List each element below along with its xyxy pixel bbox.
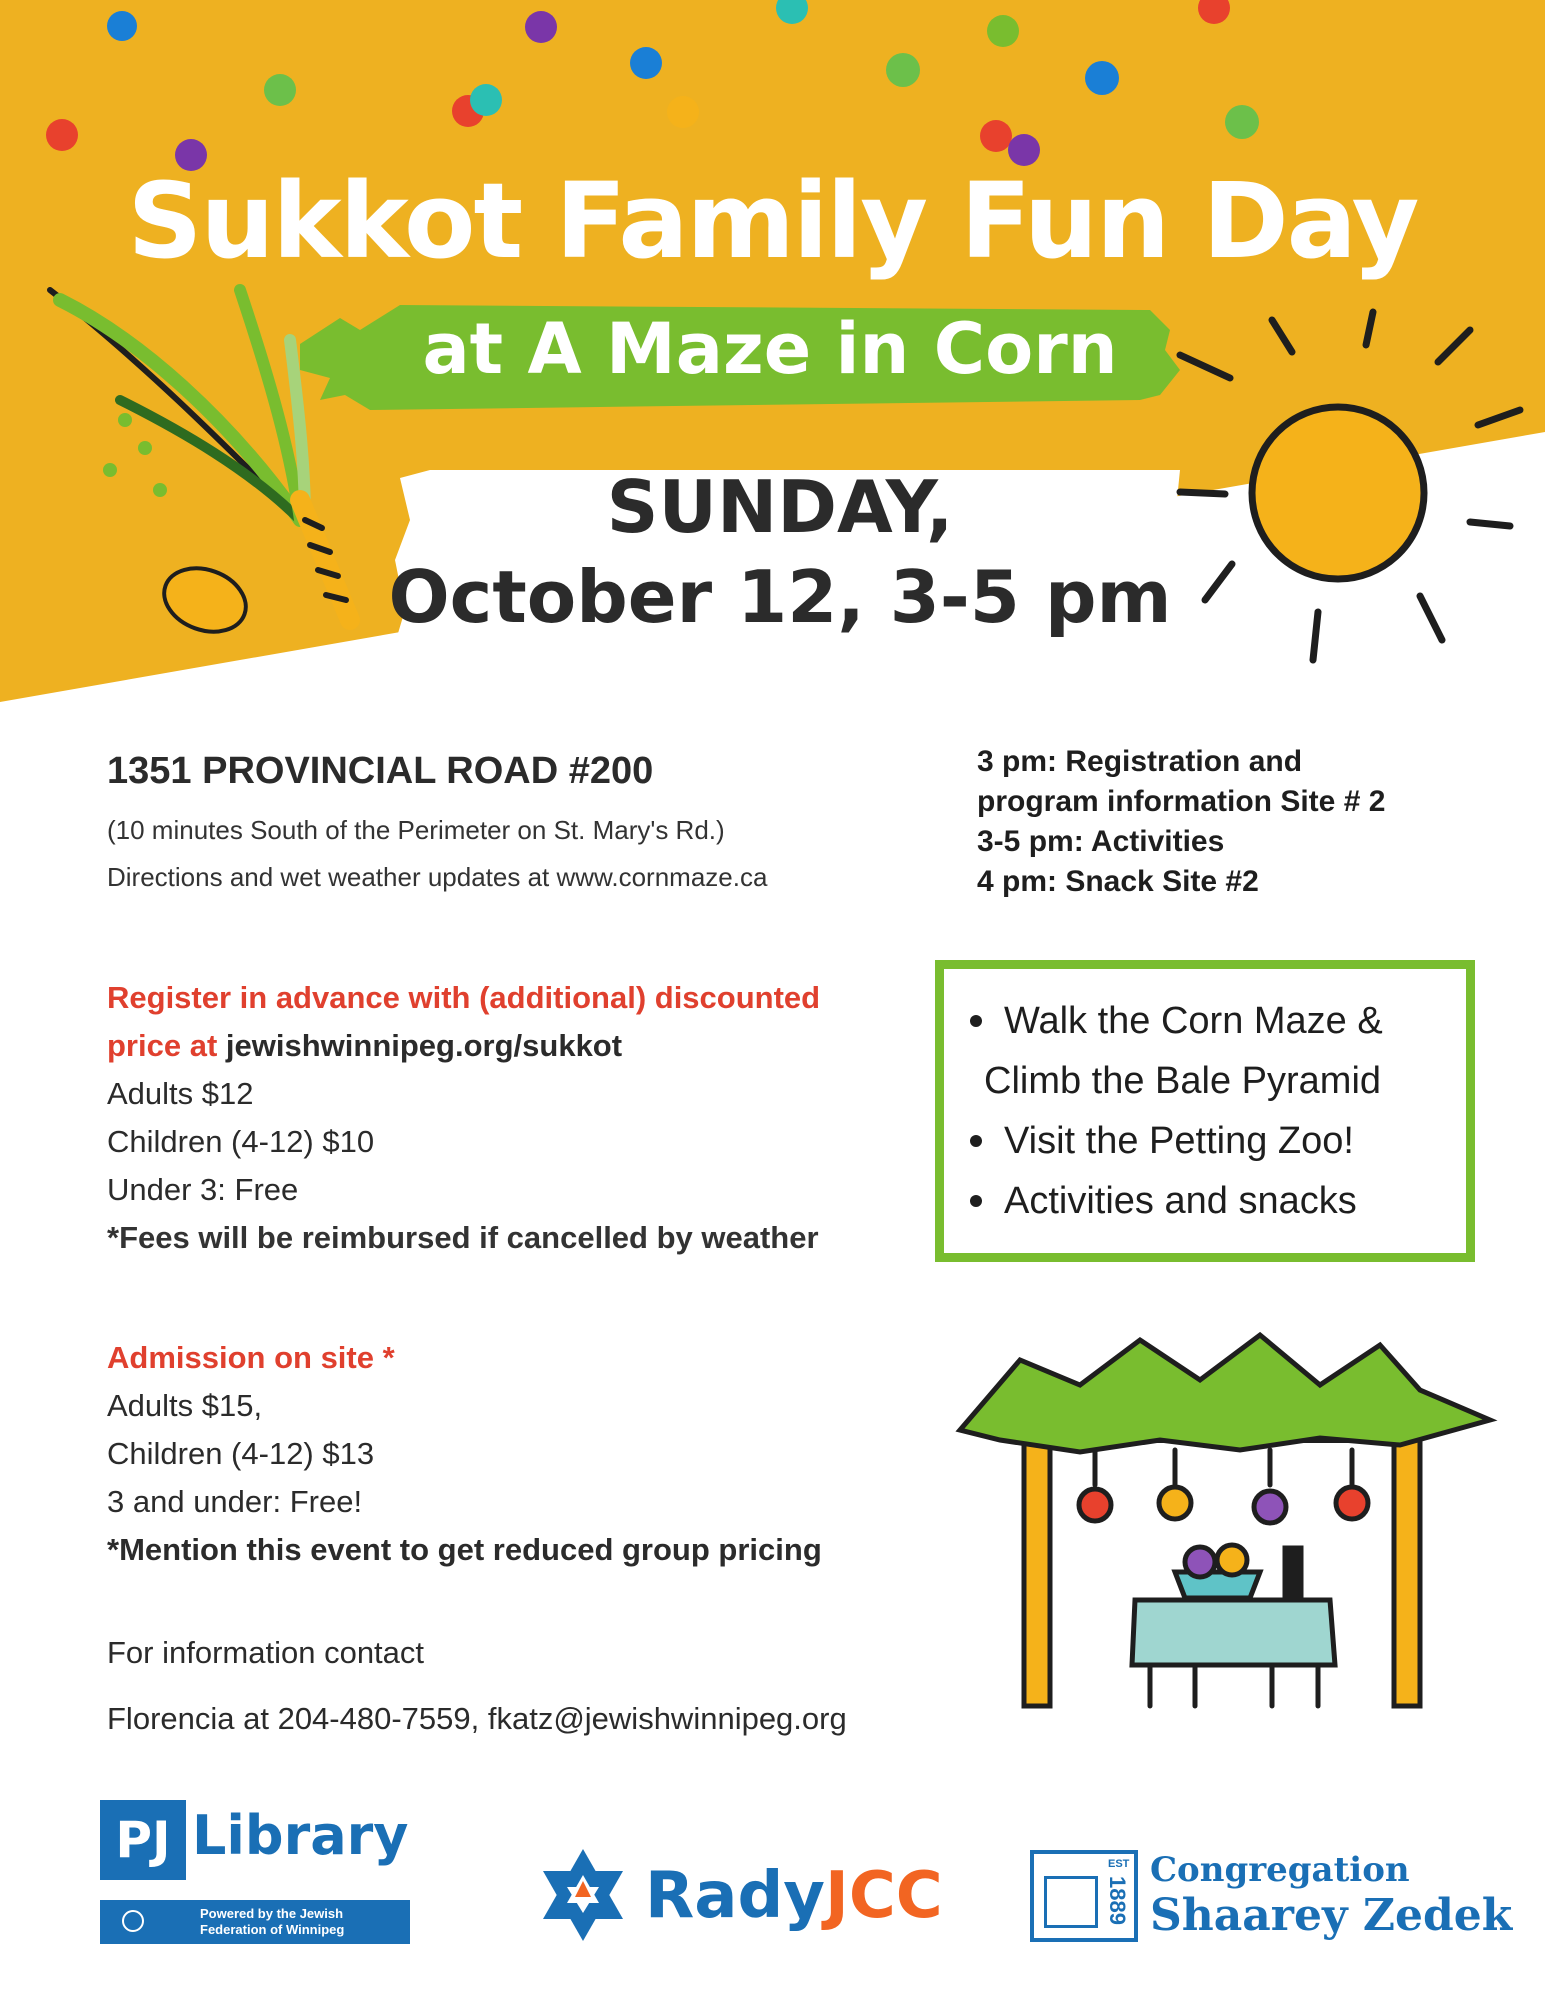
star-of-david-icon xyxy=(533,1845,633,1945)
shaarey-zedek-word: Shaarey Zedek xyxy=(1150,1890,1513,1941)
price-item: Adults $12 xyxy=(107,1076,254,1111)
pj-tagline: Powered by the Jewish xyxy=(200,1906,344,1921)
pj-mark: PJ xyxy=(100,1800,186,1880)
schedule-list xyxy=(977,742,1385,902)
contact-details: Florencia at 204-480-7559, fkatz@jewishwinnipeg.org xyxy=(107,1701,847,1736)
activity-item-continued: Climb the Bale Pyramid xyxy=(984,1060,1382,1102)
register-link[interactable]: jewishwinnipeg.org/sukkot xyxy=(225,1028,623,1063)
event-subtitle: at A Maze in Corn xyxy=(422,308,1118,390)
event-date-time: October 12, 3-5 pm xyxy=(388,555,1172,639)
register-heading: Register in advance with (additional) discounted xyxy=(107,980,821,1015)
activity-item: Visit the Petting Zoo! xyxy=(944,1111,1466,1171)
sukkah-illustration xyxy=(960,1335,1490,1706)
group-pricing-note: *Mention this event to get reduced group pricing xyxy=(107,1532,822,1567)
admission-section xyxy=(107,1334,822,1574)
federation-icon xyxy=(122,1910,144,1932)
bullet-icon xyxy=(970,1135,982,1147)
pj-tagline-bar xyxy=(100,1900,410,1944)
founding-year: 1889 xyxy=(1105,1876,1130,1925)
jcc-word: JCC xyxy=(825,1859,943,1933)
schedule-item: program information Site # 2 xyxy=(977,785,1386,818)
activities-box xyxy=(935,960,1475,1262)
price-item: Children (4-12) $10 xyxy=(107,1124,375,1159)
address-note: (10 minutes South of the Perimeter on St. Mary's Rd.) xyxy=(107,815,725,845)
register-heading-price: price at xyxy=(107,1028,218,1063)
pj-library-logo xyxy=(100,1800,420,1950)
admission-heading: Admission on site * xyxy=(107,1340,395,1375)
price-item: Children (4-12) $13 xyxy=(107,1436,375,1471)
congregation-word: Congregation xyxy=(1150,1850,1410,1890)
directions-text: Directions and wet weather updates at www.cornmaze.ca xyxy=(107,862,768,892)
activity-item: Walk the Corn Maze & xyxy=(944,991,1466,1051)
contact-section xyxy=(107,1620,847,1752)
pj-tagline: Federation of Winnipeg xyxy=(200,1922,345,1937)
contact-line: For information contact xyxy=(107,1635,425,1670)
pj-wordmark: Library xyxy=(192,1804,409,1867)
price-item: Adults $15, xyxy=(107,1388,263,1423)
register-section xyxy=(107,974,820,1262)
est-label: EST xyxy=(1108,1858,1130,1870)
price-item: Under 3: Free xyxy=(107,1172,299,1207)
event-day: SUNDAY, xyxy=(606,465,954,549)
price-item: 3 and under: Free! xyxy=(107,1484,363,1519)
schedule-item: 3 pm: Registration and xyxy=(977,745,1303,778)
rady-word: Rady xyxy=(645,1859,825,1933)
schedule-item: 4 pm: Snack Site #2 xyxy=(977,865,1259,898)
event-address: 1351 PROVINCIAL ROAD #200 xyxy=(107,750,654,792)
shaarey-zedek-logo xyxy=(1030,1850,1513,1950)
event-title: Sukkot Family Fun Day xyxy=(127,160,1418,282)
bullet-icon xyxy=(970,1195,982,1207)
refund-note: *Fees will be reimbursed if cancelled by weather xyxy=(107,1220,819,1255)
activity-item: Activities and snacks xyxy=(944,1171,1466,1231)
bullet-icon xyxy=(970,1015,982,1027)
schedule-item: 3-5 pm: Activities xyxy=(977,825,1225,858)
congregation-emblem-icon xyxy=(1030,1850,1138,1942)
rady-jcc-logo xyxy=(533,1845,943,1945)
